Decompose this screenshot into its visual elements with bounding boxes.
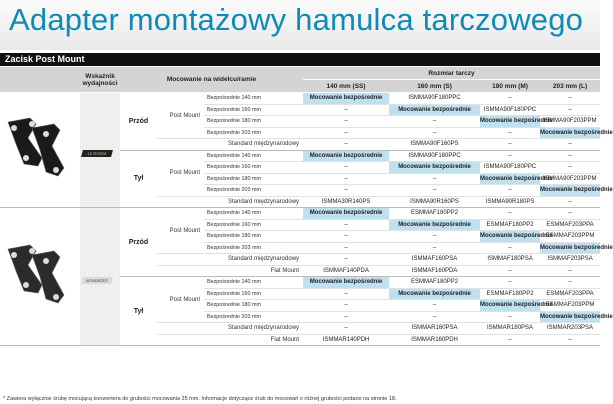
value-cell: ISMMA90R160PS (389, 196, 480, 208)
post-mount-label: Post Mount (157, 93, 204, 139)
value-cell: – (389, 300, 480, 312)
image-header (0, 67, 80, 93)
value-cell: ISMMA90R180PS (480, 196, 540, 208)
value-cell: – (389, 242, 480, 254)
row-label: Bezpośrednie 160 mm (204, 288, 303, 300)
row-label: Bezpośrednie 140 mm (204, 93, 303, 105)
value-cell: ISMMAR180PSA (480, 323, 540, 335)
row-label: Bezpośrednie 180 mm (204, 173, 303, 185)
row-label: Bezpośrednie 180 mm (204, 300, 303, 312)
row-label-wide: Flat Mount (157, 265, 303, 277)
size-header-180: 180 mm (M) (480, 80, 540, 93)
value-cell: – (303, 173, 389, 185)
value-cell: – (303, 311, 389, 323)
adapter-image-advanced (2, 241, 78, 311)
value-cell: – (540, 208, 600, 220)
row-label: Bezpośrednie 140 mm (204, 208, 303, 220)
value-cell: – (480, 277, 540, 289)
value-cell: ESMMAF203PPA (540, 219, 600, 231)
footnote: * Zawiera wyłącznie śrubę mocującą konwertera do grubości mocowania 25 mm. Informacje dotyczące śrub do mocowań o różnej grubości podano na stronie 18. (3, 396, 397, 402)
row-label: Bezpośrednie 140 mm (204, 277, 303, 289)
table-row (0, 208, 600, 220)
ultegra-badge: ULTEGRA (81, 150, 113, 157)
value-cell: – (540, 139, 600, 151)
section-title: Zacisk Post Mount (5, 54, 85, 64)
value-cell: ISMMA90F180PPC (389, 93, 480, 105)
value-cell: – (303, 288, 389, 300)
value-cell: – (480, 185, 540, 197)
value-cell: ISMMAF180PSA (480, 254, 540, 266)
value-cell: ISMMA90F180PPC (480, 162, 540, 174)
value-cell: – (480, 208, 540, 220)
bolt-hole (29, 248, 35, 254)
value-cell: – (303, 127, 389, 139)
value-cell: – (389, 185, 480, 197)
row-label: Bezpośrednie 140 mm (204, 150, 303, 162)
value-cell: – (480, 265, 540, 277)
advanced-badge: ADVANCED (81, 277, 113, 284)
post-mount-label: Post Mount (157, 150, 204, 196)
value-cell: ISMMA90F160PS (389, 139, 480, 151)
value-cell: Mocowanie bezpośrednie (389, 219, 480, 231)
row-label: Bezpośrednie 160 mm (204, 162, 303, 174)
row-label: Bezpośrednie 160 mm (204, 104, 303, 116)
value-cell: ESMMAF180PP2 (389, 208, 480, 220)
value-cell: Mocowanie bezpośrednie (389, 104, 480, 116)
value-cell: – (389, 231, 480, 243)
value-cell: – (480, 139, 540, 151)
value-cell: Mocowanie bezpośrednie (303, 277, 389, 289)
value-cell: Mocowanie bezpośrednie (480, 173, 540, 185)
value-cell: – (389, 116, 480, 128)
performance-badge-cell (80, 93, 120, 208)
value-cell: – (303, 162, 389, 174)
value-cell: – (303, 242, 389, 254)
row-label-wide: Standard międzynarodowy (157, 254, 303, 266)
value-cell: – (303, 116, 389, 128)
value-cell: ISMMAR203PSA (540, 323, 600, 335)
position-label: Tył (120, 277, 157, 346)
bolt-hole (29, 121, 35, 127)
value-cell: – (303, 219, 389, 231)
value-cell: ISMMAF160PDA (389, 265, 480, 277)
bolt-hole (23, 282, 29, 288)
value-cell: ISMMAR140PDH (303, 334, 389, 346)
row-label-wide: Standard międzynarodowy (157, 196, 303, 208)
position-label: Tył (120, 150, 157, 208)
value-cell: – (540, 150, 600, 162)
value-cell: ISMMA30R140PS (303, 196, 389, 208)
value-cell: – (303, 139, 389, 151)
value-cell: Mocowanie bezpośrednie (303, 208, 389, 220)
disc-size-header: Rozmiar tarczy (303, 67, 600, 80)
row-label: Bezpośrednie 180 mm (204, 231, 303, 243)
value-cell: – (540, 334, 600, 346)
size-header-160: 160 mm (S) (389, 80, 480, 93)
table-row (0, 93, 600, 105)
value-cell: ISMMA90F180PPC (389, 150, 480, 162)
value-cell: – (303, 104, 389, 116)
page-header (0, 0, 600, 50)
row-label: Bezpośrednie 180 mm (204, 116, 303, 128)
bolt-hole (23, 155, 29, 161)
value-cell: – (540, 277, 600, 289)
value-cell: – (480, 150, 540, 162)
value-cell: ISMMA90F180PPC (480, 104, 540, 116)
value-cell: ISMMAF203PSA (540, 254, 600, 266)
fork-mount-header: Mocowanie na widelcu/ramie (120, 67, 303, 93)
value-cell: – (480, 334, 540, 346)
value-cell: – (540, 162, 600, 174)
row-label-wide: Flat Mount (157, 334, 303, 346)
value-cell: ISMMAF160PSA (389, 254, 480, 266)
post-mount-label: Post Mount (157, 277, 204, 323)
value-cell: – (540, 265, 600, 277)
row-label-wide: Standard międzynarodowy (157, 323, 303, 335)
bolt-hole (11, 252, 17, 258)
adapter-image-cell (0, 208, 80, 346)
post-mount-label: Post Mount (157, 208, 204, 254)
row-label-wide: Standard międzynarodowy (157, 139, 303, 151)
value-cell: Mocowanie bezpośrednie (480, 231, 540, 243)
value-cell: – (480, 311, 540, 323)
value-cell: – (480, 242, 540, 254)
value-cell: – (540, 196, 600, 208)
value-cell: ESMMAF180PP2 (480, 219, 540, 231)
value-cell: Mocowanie bezpośrednie (480, 300, 540, 312)
value-cell: – (303, 323, 389, 335)
value-cell: – (540, 104, 600, 116)
value-cell: ISMMAF140PDA (303, 265, 389, 277)
bolt-hole (11, 125, 17, 131)
value-cell: – (389, 311, 480, 323)
table-body (0, 93, 613, 346)
size-header-203: 203 mm (L) (540, 80, 600, 93)
performance-badge-cell (80, 208, 120, 346)
value-cell: ESMMAF203PPA (540, 288, 600, 300)
row-label: Bezpośrednie 203 mm (204, 311, 303, 323)
value-cell: – (480, 127, 540, 139)
position-label: Przód (120, 208, 157, 277)
value-cell: Mocowanie bezpośrednie (303, 150, 389, 162)
row-label: Bezpośrednie 160 mm (204, 219, 303, 231)
value-cell: Mocowanie bezpośrednie (389, 162, 480, 174)
value-cell: ISMMA90F203PPM (540, 116, 600, 128)
value-cell: Mocowanie bezpośrednie (389, 288, 480, 300)
value-cell: – (480, 93, 540, 105)
adapter-image-ultegra (2, 114, 78, 184)
value-cell: ISMMA90F203PPM (540, 173, 600, 185)
position-label: Przód (120, 93, 157, 151)
value-cell: – (303, 231, 389, 243)
value-cell: Mocowanie bezpośrednie (303, 93, 389, 105)
bolt-hole (53, 294, 59, 300)
value-cell: Mocowanie bezpośrednie (540, 311, 600, 323)
value-cell: – (540, 93, 600, 105)
adapter-image-cell (0, 93, 80, 208)
value-cell: – (303, 185, 389, 197)
value-cell: – (389, 173, 480, 185)
value-cell: ESMMAF203PPM (540, 231, 600, 243)
indicator-header: Wskaźnik wydajności (80, 67, 120, 93)
row-label: Bezpośrednie 203 mm (204, 185, 303, 197)
value-cell: ESMMAF203PPM (540, 300, 600, 312)
bolt-hole (53, 167, 59, 173)
value-cell: Mocowanie bezpośrednie (540, 127, 600, 139)
page-title: Adapter montażowy hamulca tarczowego (9, 2, 584, 37)
value-cell: ISMMAR160PSA (389, 323, 480, 335)
row-label: Bezpośrednie 203 mm (204, 242, 303, 254)
bolt-hole (43, 258, 49, 264)
value-cell: Mocowanie bezpośrednie (480, 116, 540, 128)
size-header-140: 140 mm (SS) (303, 80, 389, 93)
section-bar (0, 53, 600, 66)
bolt-hole (43, 131, 49, 137)
value-cell: Mocowanie bezpośrednie (540, 185, 600, 197)
value-cell: – (303, 300, 389, 312)
value-cell: – (303, 254, 389, 266)
adapter-table (0, 67, 613, 346)
value-cell: – (389, 127, 480, 139)
value-cell: ESMMAF180PP2 (480, 288, 540, 300)
value-cell: ISMMAR160PDH (389, 334, 480, 346)
row-label: Bezpośrednie 203 mm (204, 127, 303, 139)
value-cell: ESMMAF180PP2 (389, 277, 480, 289)
value-cell: Mocowanie bezpośrednie (540, 242, 600, 254)
